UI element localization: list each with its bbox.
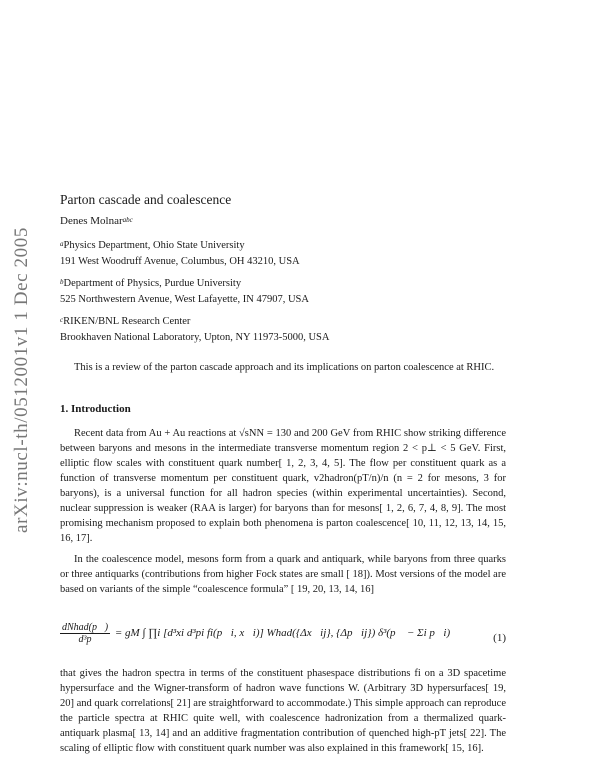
affiliation-c [60, 314, 329, 346]
paragraph-intro-3: that gives the hadron spectra in terms of the constituent phasespace distributions fi on a 3D spacetime hypersurface and the Wigner-transform of hadron wave functions W. (Arbitrary 3D hypersurfaces[ 19, 20] and quark correlations[ 21] are straightforward to accommodate.) This simple approach can reproduce the particle spectra at RHIC quite well, with coalescence hadronization from a thermalized quark-antiquark plasma[ 13, 14] and an additive fragmentation contribution of quenched high-pT jets[ 22]. The scaling of elliptic flow with constituent quark number was also explained in this framework[ 15, 16]. [60, 668, 506, 754]
affiliation-b [60, 276, 309, 308]
equation-lhs-fraction [60, 622, 110, 645]
equation-lhs-numerator: dNhad(p⃗) [62, 622, 109, 633]
equation-rhs: = gM ∫ ∏i [d³xi d³pi fi(p⃗i, x⃗i)] Whad({Δx⃗ij}, {Δp⃗ij}) δ³(p⃗ − Σi p⃗i) [114, 627, 451, 640]
section-heading-introduction: 1. Introduction [60, 403, 131, 415]
affiliation-address: Brookhaven National Laboratory, Upton, NY 11973-5000, USA [60, 332, 330, 343]
equation-body [60, 622, 450, 645]
affiliation-address: 191 West Woodruff Avenue, Columbus, OH 43210, USA [60, 256, 300, 267]
affiliation-mark: c [60, 316, 64, 324]
author-line [60, 215, 133, 227]
affiliation-address: 525 Northwestern Avenue, West Lafayette, IN 47907, USA [60, 294, 309, 305]
affiliation-mark: a [60, 240, 64, 248]
author-name: Denes Molnar [60, 215, 123, 227]
coalescence-formula-equation [60, 620, 506, 660]
affiliation-line: Department of Physics, Purdue University [63, 278, 242, 289]
affiliation-line: Physics Department, Ohio State University [63, 240, 245, 251]
paragraph-intro-1: Recent data from Au + Au reactions at √sNN = 130 and 200 GeV from RHIC show striking difference between baryons and mesons in the intermediate transverse momentum region 2 < p⊥ < 5 GeV. First, elliptic flow scales with constituent quark number[ 1, 2, 3, 4, 5]. The flow per constituent quark as a function of transverse momentum per constituent quark, v2hadron(pT/n)/n (n = 2 for mesons, 3 for baryons), is a universal function for all hadron species (within experimental uncertainties). Second, nuclear suppression is weaker (RAA is larger) for baryons than for mesons[ 1, 2, 6, 7, 4, 8, 9]. The most promising mechanism proposed to explain both phenomena is parton coalescence[ 10, 11, 12, 13, 14, 15, 16, 17]. [60, 428, 506, 544]
arxiv-id: arXiv:nucl-th/0512001v1 1 Dec 2005 [11, 227, 32, 533]
affiliation-line: RIKEN/BNL Research Center [63, 316, 191, 327]
affiliation-mark: b [60, 278, 64, 286]
equation-lhs-denominator: d³p [78, 634, 92, 645]
author-affiliation-marks: abc [122, 216, 133, 224]
paper-title: Parton cascade and coalescence [60, 192, 232, 207]
paragraph-intro-2: In the coalescence model, mesons form from a quark and antiquark, while baryons from three quarks or three antiquarks (contributions from higher Fock states are small [ 18]). Most versions of the model are based on variants of the simple “coalescence formula” [ 19, 20, 13, 14, 16] [60, 554, 506, 595]
abstract: This is a review of the parton cascade approach and its implications on parton coalescence at RHIC. [74, 362, 495, 373]
affiliation-a [60, 238, 300, 270]
equation-number: (1) [493, 632, 506, 644]
arxiv-sidebar-stamp [2, 180, 42, 580]
